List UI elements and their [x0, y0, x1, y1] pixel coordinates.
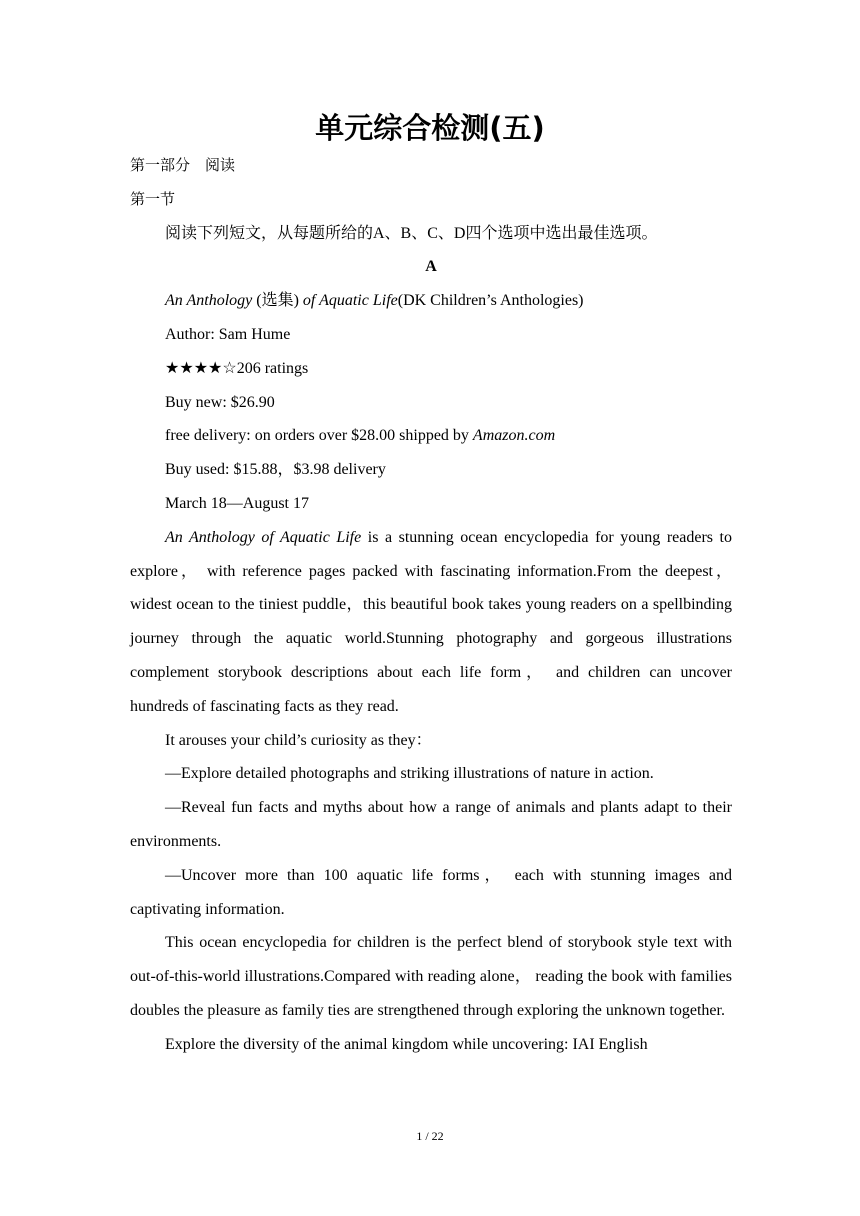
ratings-count: 206 ratings — [236, 359, 309, 377]
part-heading: 第一部分 阅读 — [130, 156, 236, 174]
passage-label: A — [425, 258, 437, 276]
bullet-item: —Reveal fun facts and myths about how a range of animals and plants adapt to their environments. — [130, 799, 732, 850]
last-line: Explore the diversity of the animal kingdom while uncovering: IAI English — [165, 1035, 648, 1053]
page-number: 1 / 22 — [416, 1129, 444, 1143]
curiosity-intro: It arouses your child’s curiosity as they： — [165, 731, 432, 749]
delivery-site: Amazon.com — [472, 427, 556, 445]
rating-stars: ★★★★☆ — [165, 359, 237, 377]
delivery-info — [130, 419, 732, 453]
buy-new-price: Buy new: $26.90 — [165, 393, 275, 411]
book-author: Author: Sam Hume — [165, 325, 291, 343]
book-title-part2: of Aquatic Life — [302, 292, 398, 310]
book-title-line — [130, 284, 732, 318]
paragraph-1-text: is a stunning ocean encyclopedia for young readers to explore， with reference pages packed with fascinating information.From the deepest，widest ocean to the tiniest puddle，this beautiful book takes young readers on a spellbinding journey through the aquatic world.Stunning photography and gorgeous illustrations complement storybook descriptions about each life form， and children can uncover hundreds of fascinating facts as they read. — [130, 528, 733, 715]
date-range: March 18—August 17 — [165, 494, 309, 512]
paragraph-1 — [130, 521, 732, 724]
book-title-note: (选集) — [252, 292, 303, 310]
book-rating — [130, 352, 732, 386]
bullet-item: —Uncover more than 100 aquatic life forms， each with stunning images and captivating information. — [130, 866, 732, 918]
paragraph-1-lead: An Anthology of Aquatic Life — [165, 528, 362, 546]
instruction-text: 阅读下列短文，从每题所给的A、B、C、D四个选项中选出最佳选项。 — [165, 224, 658, 242]
section-heading: 第一节 — [130, 189, 176, 208]
book-series: (DK Children’s Anthologies) — [397, 292, 584, 310]
document-body — [130, 149, 732, 1062]
document-title: 单元综合检测(五) — [315, 111, 545, 145]
book-title-part1: An Anthology — [165, 292, 253, 310]
buy-used-price: Buy used: $15.88，$3.98 delivery — [165, 461, 386, 479]
paragraph-2: This ocean encyclopedia for children is the perfect blend of storybook style text with out-of-this-world illustrations.Compared with reading alone， reading the book with families doubles the pleasure as family ties are strengthened through exploring the unknown together. — [130, 934, 732, 1019]
delivery-prefix: free delivery: on orders over $28.00 shipped by — [165, 427, 473, 445]
bullet-item: —Explore detailed photographs and striking illustrations of nature in action. — [165, 765, 654, 783]
